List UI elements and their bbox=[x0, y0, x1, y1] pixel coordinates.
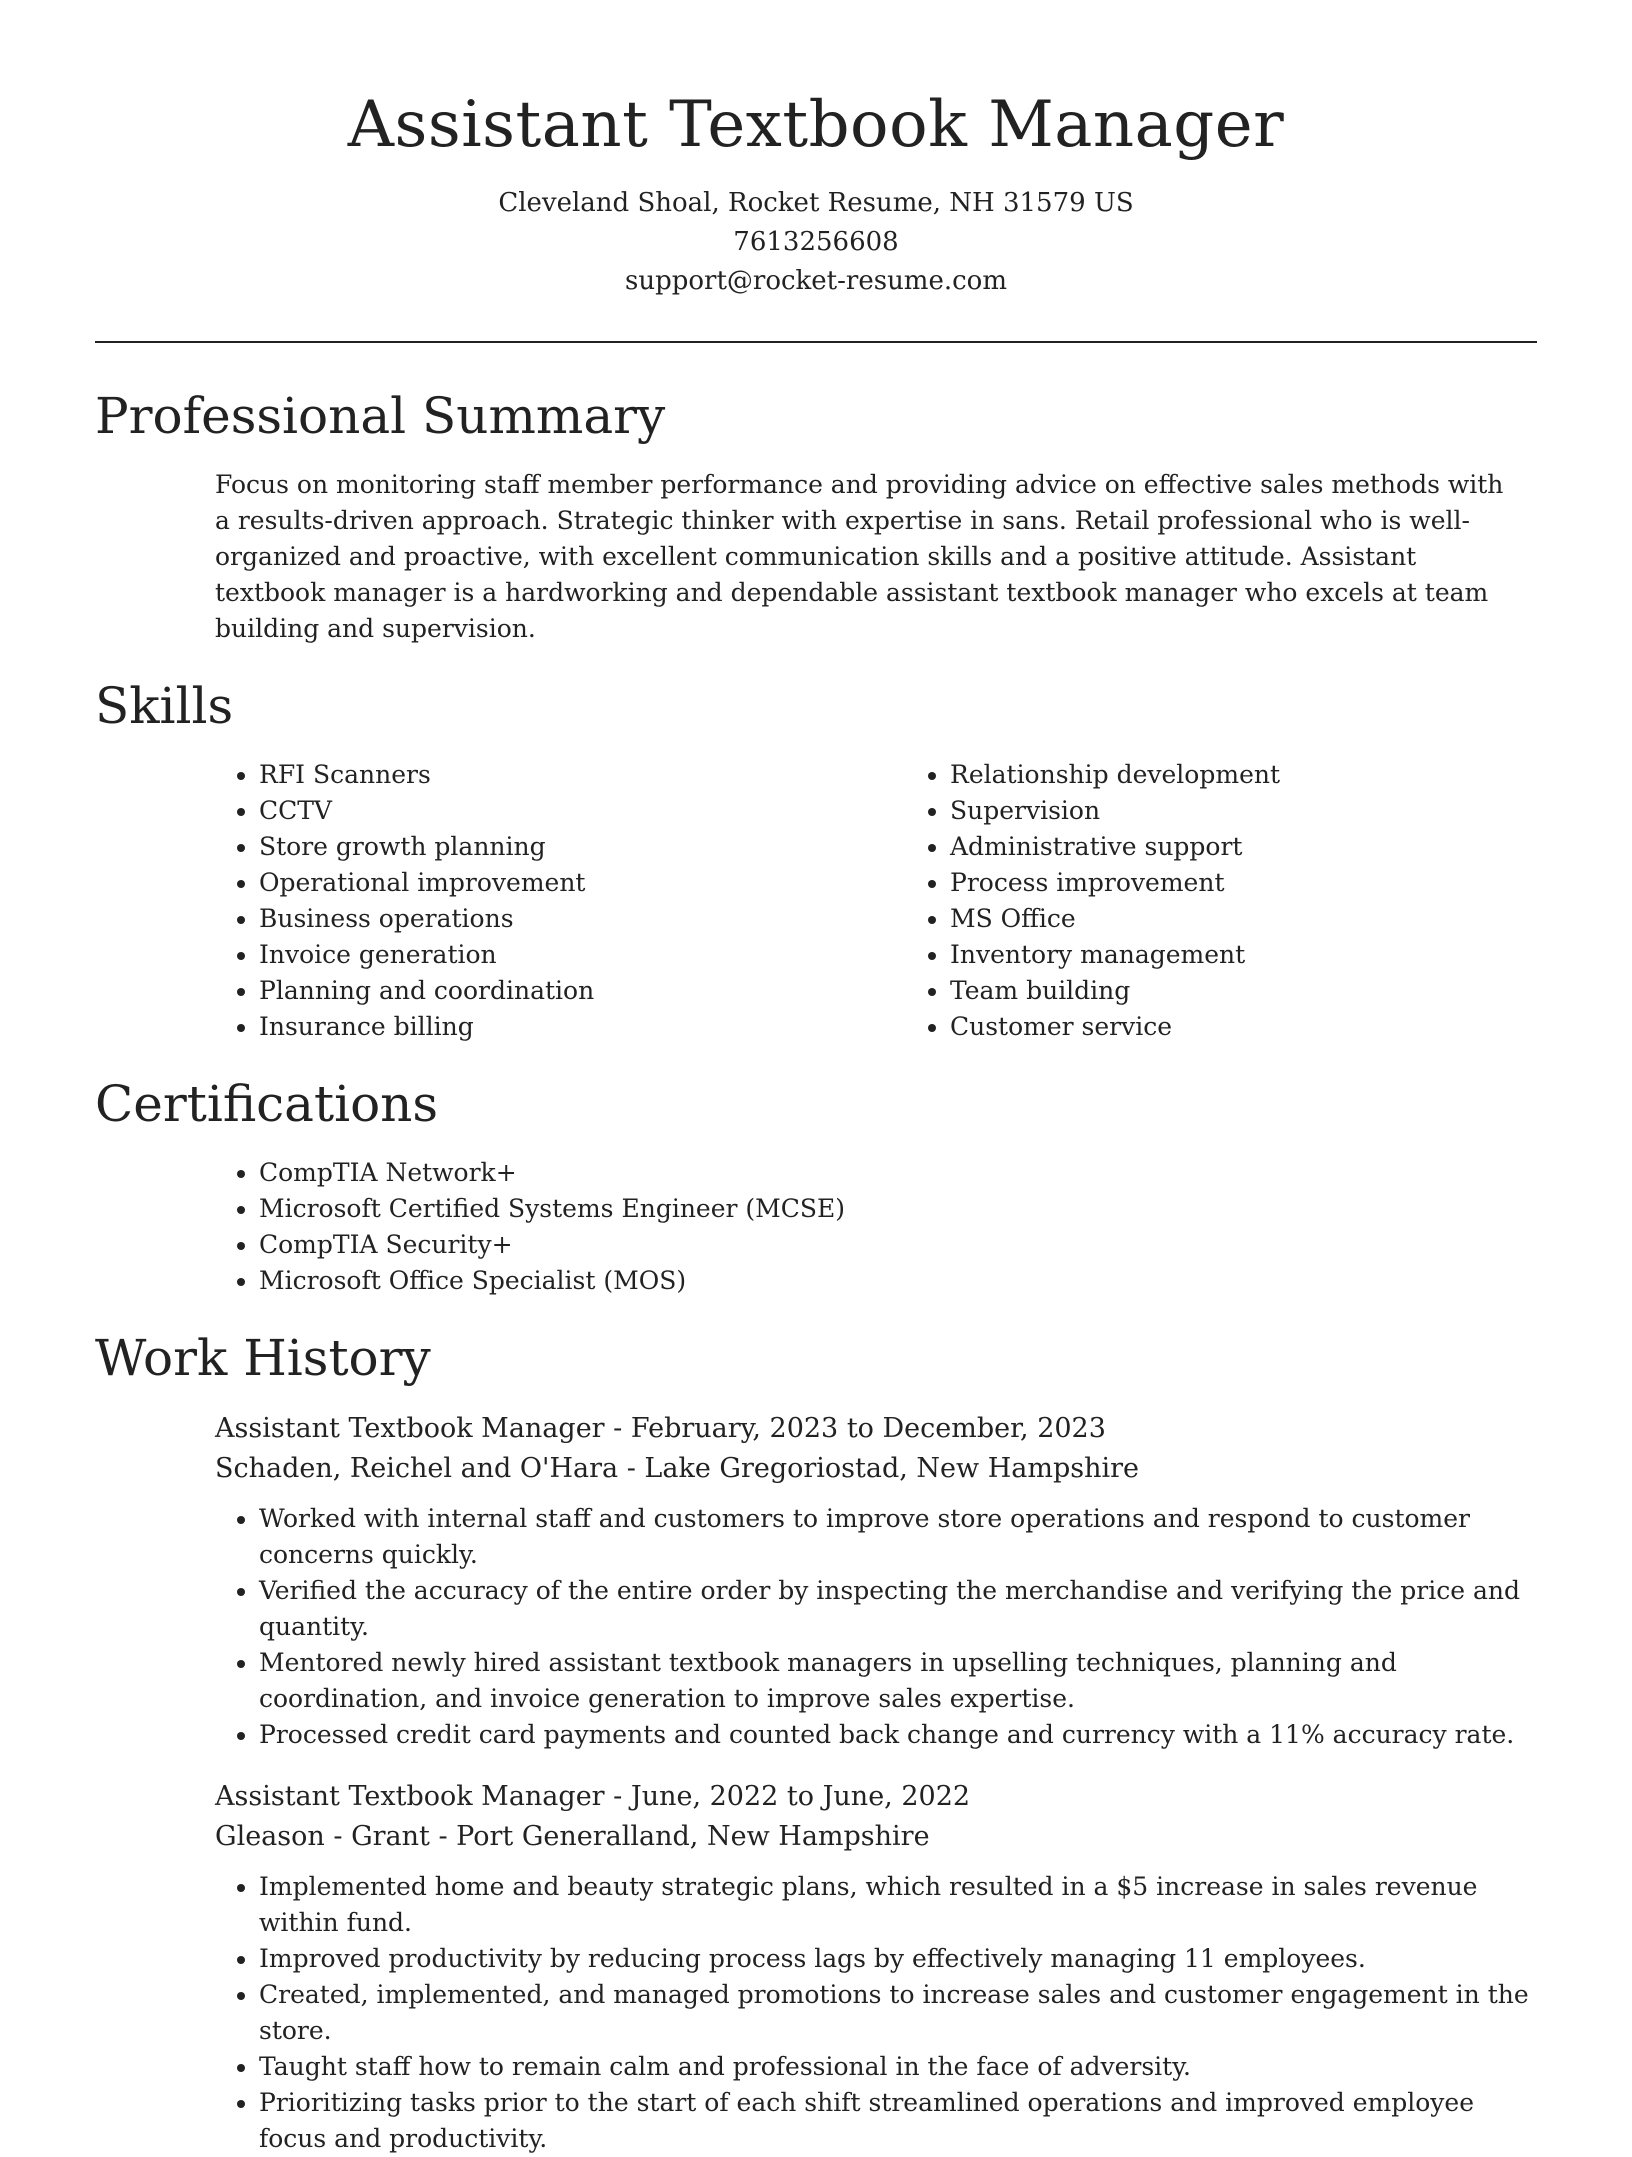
job-title-line bbox=[215, 1409, 1537, 1449]
job-dates: - June, 2022 to June, 2022 bbox=[604, 1781, 971, 1812]
job-bullet: • Taught staff how to remain calm and professional in the face of adversity. bbox=[259, 2049, 1537, 2085]
job-entry bbox=[95, 1777, 1537, 2157]
skill-item: • MS Office bbox=[950, 901, 1597, 937]
job-bullet: • Implemented home and beauty strategic plans, which resulted in a $5 increase in sales revenue within fund. bbox=[259, 1869, 1537, 1941]
skills-list-right bbox=[906, 757, 1597, 1045]
job-title-line bbox=[215, 1777, 1537, 1817]
job-company-line bbox=[215, 1817, 1537, 1857]
contact-info bbox=[95, 184, 1537, 301]
job-company: Gleason - Grant bbox=[215, 1821, 430, 1852]
certifications-list bbox=[215, 1155, 1537, 1299]
job-bullet: • Prioritizing tasks prior to the start of each shift streamlined operations and improved employee focus and productivity. bbox=[259, 2085, 1537, 2157]
skills-grid bbox=[95, 757, 1537, 1045]
job-company-line bbox=[215, 1449, 1537, 1489]
job-title: Assistant Textbook Manager bbox=[215, 1413, 605, 1444]
skills-heading: Skills bbox=[95, 677, 234, 735]
job-title: Assistant Textbook Manager bbox=[215, 1781, 605, 1812]
skill-item: • Administrative support bbox=[950, 829, 1597, 865]
job-bullet: • Verified the accuracy of the entire order by inspecting the merchandise and verifying the price and quantity. bbox=[259, 1573, 1537, 1645]
job-bullet: • Worked with internal staff and customers to improve store operations and respond to customer concerns quickly. bbox=[259, 1501, 1537, 1573]
job-bullets bbox=[215, 1501, 1537, 1753]
job-bullet: • Processed credit card payments and counted back change and currency with a 11% accuracy rate. bbox=[259, 1717, 1537, 1753]
certification-item: • CompTIA Security+ bbox=[259, 1227, 1537, 1263]
skill-item: • Operational improvement bbox=[259, 865, 906, 901]
certification-item: • Microsoft Certified Systems Engineer (MCSE) bbox=[259, 1191, 1537, 1227]
job-bullet: • Improved productivity by reducing process lags by effectively managing 11 employees. bbox=[259, 1941, 1537, 1977]
skill-item: • Relationship development bbox=[950, 757, 1597, 793]
job-bullet: • Mentored newly hired assistant textbook managers in upselling techniques, planning and coordination, and invoice generation to improve sales expertise. bbox=[259, 1645, 1537, 1717]
address-line: Cleveland Shoal, Rocket Resume, NH 31579 US bbox=[498, 188, 1134, 218]
skill-item: • Invoice generation bbox=[259, 937, 906, 973]
job-location: - Port Generalland, New Hampshire bbox=[429, 1821, 930, 1852]
skills-list-left bbox=[215, 757, 906, 1045]
header-divider bbox=[95, 341, 1537, 343]
certifications-heading: Certifications bbox=[95, 1075, 439, 1133]
skill-item: • Customer service bbox=[950, 1009, 1597, 1045]
skill-item: • Team building bbox=[950, 973, 1597, 1009]
skill-item: • Planning and coordination bbox=[259, 973, 906, 1009]
resume-header bbox=[95, 0, 1537, 301]
skill-item: • Insurance billing bbox=[259, 1009, 906, 1045]
skill-item: • Business operations bbox=[259, 901, 906, 937]
skill-item: • RFI Scanners bbox=[259, 757, 906, 793]
skill-item: • Supervision bbox=[950, 793, 1597, 829]
certifications-section bbox=[95, 1071, 1537, 1299]
job-entry bbox=[95, 1409, 1537, 1753]
job-location: - Lake Gregoriostad, New Hampshire bbox=[618, 1453, 1140, 1484]
work-history-section bbox=[95, 1325, 1537, 2157]
certification-item: • CompTIA Network+ bbox=[259, 1155, 1537, 1191]
candidate-name: Assistant Textbook Manager bbox=[347, 88, 1285, 162]
skill-item: • Inventory management bbox=[950, 937, 1597, 973]
skill-item: • Process improvement bbox=[950, 865, 1597, 901]
certification-item: • Microsoft Office Specialist (MOS) bbox=[259, 1263, 1537, 1299]
skill-item: • Store growth planning bbox=[259, 829, 906, 865]
job-bullets bbox=[215, 1869, 1537, 2157]
summary-text: Focus on monitoring staff member performance and providing advice on effective sales methods with a results-driven approach. Strategic thinker with expertise in sans. Retail professional who is well-organized and proactive, with excellent communication skills and a positive attitude. Assistant textbook manager is a hardworking and dependable assistant textbook manager who excels at team building and supervision. bbox=[215, 470, 1504, 643]
phone-number: 7613256608 bbox=[733, 227, 899, 257]
summary-heading: Professional Summary bbox=[95, 387, 666, 445]
job-bullet: • Created, implemented, and managed promotions to increase sales and customer engagement in the store. bbox=[259, 1977, 1537, 2049]
skill-item: • CCTV bbox=[259, 793, 906, 829]
summary-section bbox=[95, 383, 1537, 647]
certifications-container bbox=[95, 1155, 1537, 1299]
work-history-heading: Work History bbox=[95, 1329, 431, 1387]
email-address: support@rocket-resume.com bbox=[624, 266, 1007, 296]
skills-section bbox=[95, 673, 1537, 1045]
job-company: Schaden, Reichel and O'Hara bbox=[215, 1453, 619, 1484]
job-dates: - February, 2023 to December, 2023 bbox=[604, 1413, 1106, 1444]
